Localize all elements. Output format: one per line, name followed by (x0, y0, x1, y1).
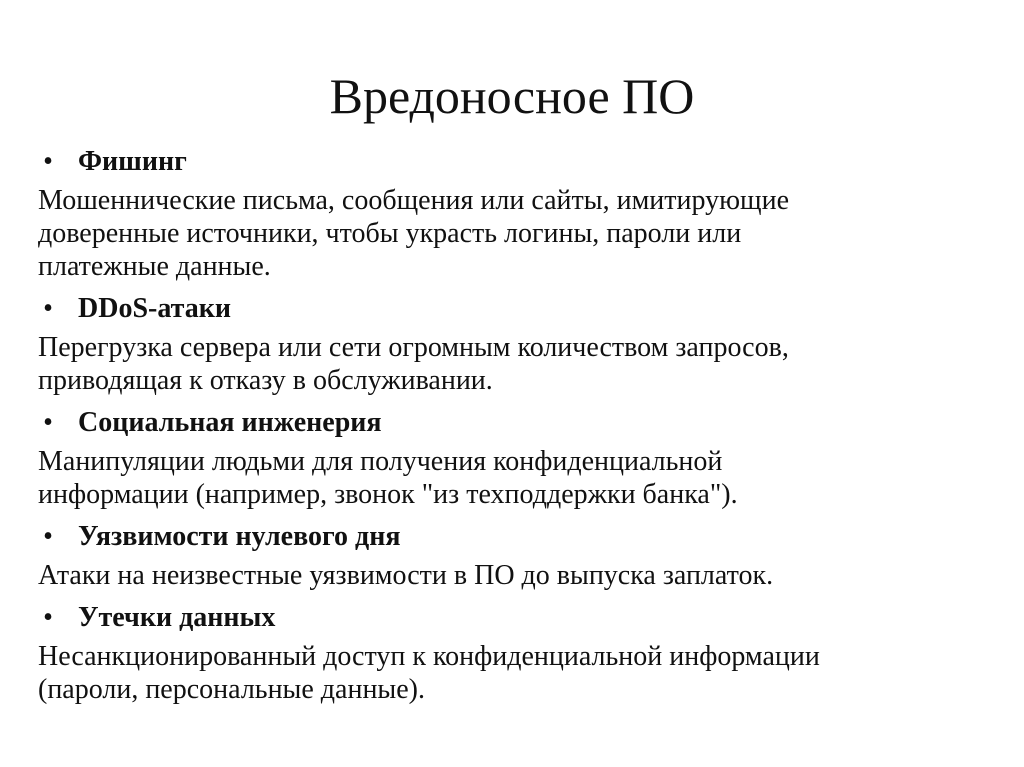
slide-title: Вредоносное ПО (329, 68, 695, 124)
item-heading (38, 144, 998, 180)
item-heading-text: Фишинг (78, 146, 187, 177)
bullet-icon: • (43, 293, 53, 324)
bullet-icon: • (43, 146, 53, 177)
item-description: Манипуляции людьми для получения конфиденциальной информации (например, звонок "из техподдержки банка"). (38, 446, 738, 510)
item-description: Атаки на неизвестные уязвимости в ПО до выпуска заплаток. (38, 560, 774, 591)
item-heading (38, 519, 998, 555)
bullet-icon: • (43, 407, 53, 438)
list-item (38, 600, 998, 706)
bullet-icon: • (43, 521, 53, 552)
item-heading-text: Утечки данных (78, 602, 276, 633)
list-item (38, 405, 998, 511)
item-heading (38, 291, 998, 327)
item-heading-text: Социальная инженерия (78, 407, 382, 438)
list-item (38, 519, 998, 592)
item-description: Несанкционированный доступ к конфиденциальной информации (пароли, персональные данные). (38, 641, 820, 705)
list-item (38, 144, 998, 283)
item-description: Перегрузка сервера или сети огромным количеством запросов, приводящая к отказу в обслуживании. (38, 332, 789, 396)
list-item (38, 291, 998, 397)
item-heading (38, 405, 998, 441)
item-heading-text: Уязвимости нулевого дня (78, 521, 401, 552)
item-heading-text: DDoS-атаки (78, 293, 231, 324)
item-heading (38, 600, 998, 636)
item-description: Мошеннические письма, сообщения или сайты, имитирующие доверенные источники, чтобы украсть логины, пароли или платежные данные. (38, 185, 790, 282)
bullet-list (38, 144, 998, 714)
bullet-icon: • (43, 602, 53, 633)
